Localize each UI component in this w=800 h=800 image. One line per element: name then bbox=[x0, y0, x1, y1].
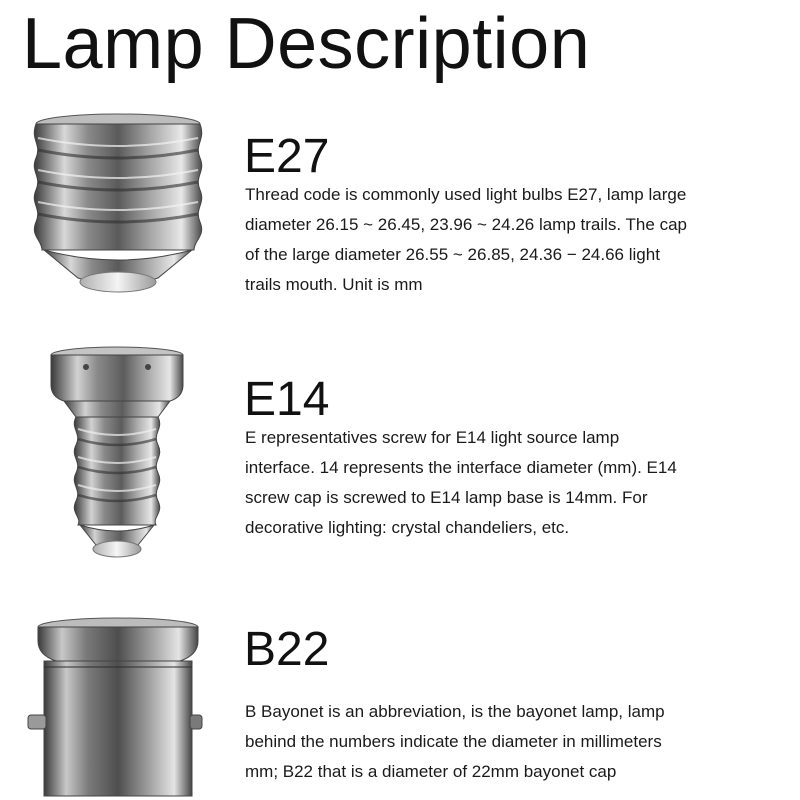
description-line: interface. 14 represents the interface diameter (mm). E14 bbox=[245, 458, 677, 477]
e27-screw-base-icon bbox=[20, 110, 210, 295]
b22-bayonet-base-icon bbox=[20, 615, 210, 800]
description-line: Thread code is commonly used light bulbs E27, lamp large bbox=[245, 185, 687, 204]
description-line: B Bayonet is an abbreviation, is the bayonet lamp, lamp bbox=[245, 702, 665, 721]
lamp-code-title: E14 bbox=[244, 373, 330, 426]
description-line: screw cap is screwed to E14 lamp base is 14mm. For bbox=[245, 488, 648, 507]
description-line: diameter 26.15 ~ 26.45, 23.96 ~ 24.26 lamp trails. The cap bbox=[245, 215, 687, 234]
lamp-code-title: E27 bbox=[244, 130, 330, 183]
description-line: decorative lighting: crystal chandeliers, etc. bbox=[245, 518, 570, 537]
description-line: E representatives screw for E14 light source lamp bbox=[245, 428, 620, 447]
lamp-description bbox=[245, 423, 785, 543]
lamp-section-b22 bbox=[0, 615, 800, 800]
description-line: behind the numbers indicate the diameter in millimeters bbox=[245, 732, 662, 751]
description-line: of the large diameter 26.55 ~ 26.85, 24.36 − 24.66 light bbox=[245, 245, 660, 264]
lamp-section-e27 bbox=[0, 110, 800, 310]
description-line: trails mouth. Unit is mm bbox=[245, 275, 423, 294]
lamp-description bbox=[245, 180, 785, 300]
lamp-description bbox=[245, 697, 785, 787]
lamp-code-title: B22 bbox=[244, 623, 330, 676]
description-line: mm; B22 that is a diameter of 22mm bayonet cap bbox=[245, 762, 617, 781]
e14-screw-base-icon bbox=[20, 345, 210, 570]
page-title: Lamp Description bbox=[22, 4, 591, 84]
lamp-section-e14 bbox=[0, 345, 800, 575]
